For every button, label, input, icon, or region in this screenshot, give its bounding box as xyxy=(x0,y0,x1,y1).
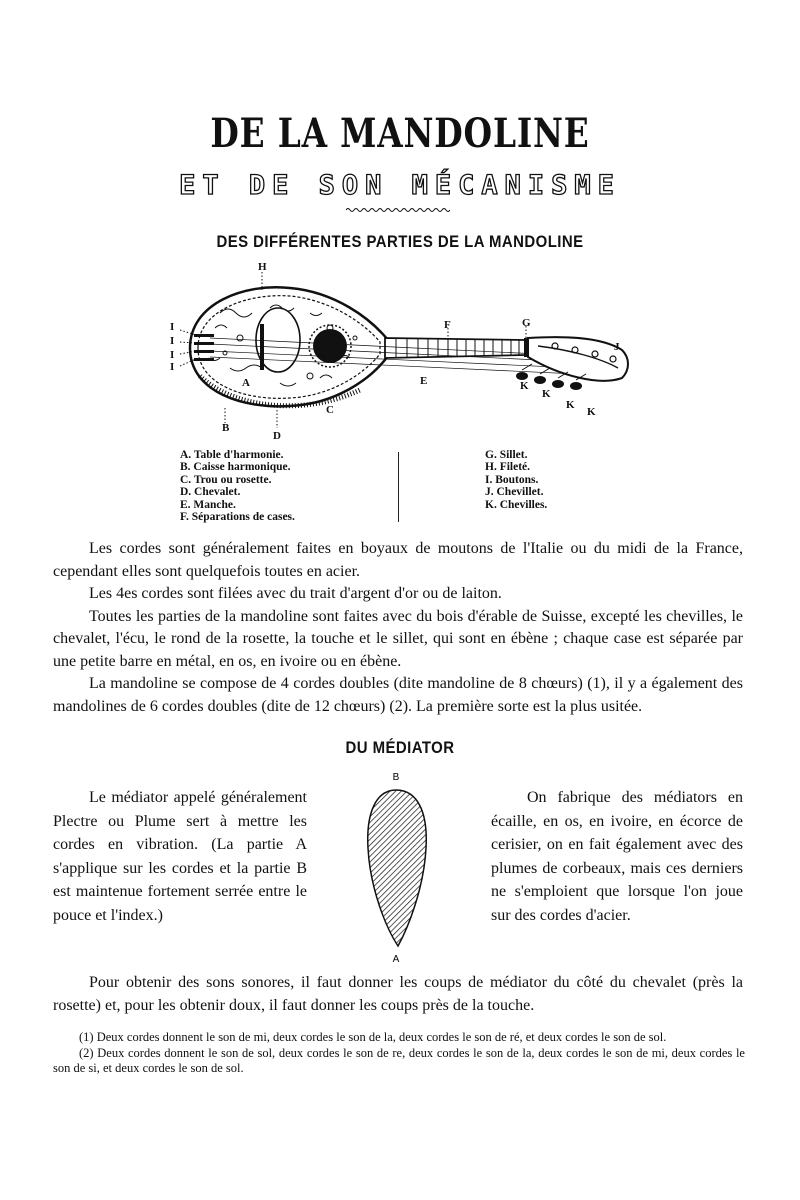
page-title: DE LA MANDOLINE xyxy=(210,110,590,157)
legend-item: H. Fileté. xyxy=(485,461,531,474)
diagram-label-i: I xyxy=(170,321,175,333)
paragraph: On fabrique des médiators en écaille, en os, en ivoire, en écorce de cerisier, on en fait également avec des plumes de corbeaux, mais ces derniers ne s'emploient que lorsque l'on joue sur des cordes d'acier. xyxy=(491,789,743,924)
paragraph: Les cordes sont généralement faites en boyaux de moutons de l'Italie ou du midi de la France, cependant elles sont quelquefois toutes en acier. xyxy=(53,540,743,580)
diagram-label-c: C xyxy=(326,404,334,416)
diagram-label-i: I xyxy=(170,335,175,347)
legend-divider xyxy=(398,452,399,522)
ornament-divider xyxy=(346,207,450,213)
legend-item: G. Sillet. xyxy=(485,449,528,461)
diagram-label-i: I xyxy=(170,349,175,361)
mediator-right-column xyxy=(491,786,743,927)
mediator-left-column xyxy=(53,786,307,927)
footnote-2: (2) Deux cordes donnent le son de sol, deux cordes le son de re, deux cordes le son de la, deux cordes le son de mi, deux cordes le son de si, et deux cordes le son de sol. xyxy=(53,1045,745,1075)
paragraph: Les 4es cordes sont filées avec du trait d'argent d'or ou de laiton. xyxy=(89,585,502,602)
legend-item: B. Caisse harmonique. xyxy=(180,461,291,474)
legend-item: C. Trou ou rosette. xyxy=(180,473,272,486)
legend-item: E. Manche. xyxy=(180,498,236,511)
legend-item: J. Chevillet. xyxy=(485,486,544,499)
diagram-label-i: I xyxy=(170,361,175,373)
paragraph: La mandoline se compose de 4 cordes doubles (dite mandoline de 8 chœurs) (1), il y a également des mandolines de 6 cordes doubles (dite de 12 chœurs) (2). La première sorte est la plus usitée. xyxy=(53,675,743,715)
diagram-label-d: D xyxy=(273,430,281,442)
page-subtitle: ET DE SON MÉCANISME xyxy=(179,170,621,201)
diagram-label-k: K xyxy=(542,388,551,400)
legend-item: A. Table d'harmonie. xyxy=(180,449,284,461)
diagram-label-f: F xyxy=(444,319,451,331)
diagram-label-h: H xyxy=(258,261,267,273)
paragraph: Le médiator appelé généralement Plectre ou Plume sert à mettre les cordes en vibration. (La partie A s'applique sur les cordes et la partie B est maintenue fortement serrée entre le pouce et l'index.) xyxy=(53,789,307,924)
diagram-label-e: E xyxy=(420,375,428,387)
legend-right xyxy=(485,449,547,511)
diagram-label-k: K xyxy=(587,406,596,418)
paragraph: Toutes les parties de la mandoline sont faites avec du bois d'érable de Suisse, excepté les chevilles, le chevalet, l'écu, le rond de la rosette, la touche et le sillet, qui sont en ébène ; chaque case est séparée par une petite barre en métal, en os, en ivoire ou en ébène. xyxy=(53,607,743,670)
diagram-label-b: B xyxy=(222,422,230,434)
diagram-label-k: K xyxy=(520,380,529,392)
diagram-label-g: G xyxy=(522,317,531,329)
section-heading-mediator: DU MÉDIATOR xyxy=(345,738,455,757)
final-paragraph-block xyxy=(53,972,743,1017)
legend-left xyxy=(180,449,295,523)
diagram-label-a: A xyxy=(242,377,250,389)
footnote-1: (1) Deux cordes donnent le son de mi, deux cordes le son de la, deux cordes le son de ré, et deux cordes le son de sol. xyxy=(79,1030,667,1044)
plectrum-illustration xyxy=(356,768,436,968)
plectrum-label-b: B xyxy=(392,772,400,783)
diagram-label-j: J xyxy=(614,341,620,353)
body-text xyxy=(53,538,743,718)
legend-item: F. Séparations de cases. xyxy=(180,511,295,524)
legend-item: D. Chevalet. xyxy=(180,486,241,499)
mandolin-diagram xyxy=(160,258,640,448)
footnotes xyxy=(53,1030,745,1077)
diagram-label-k: K xyxy=(566,399,575,411)
plectrum-label-a: A xyxy=(392,954,400,965)
legend-item: I. Boutons. xyxy=(485,473,539,486)
paragraph: Pour obtenir des sons sonores, il faut donner les coups de médiator du côté du chevalet (près la rosette) et, pour les obtenir doux, il faut donner les coups près de la touche. xyxy=(53,974,743,1014)
section-heading-parts: DES DIFFÉRENTES PARTIES DE LA MANDOLINE xyxy=(216,232,584,251)
legend-item: K. Chevilles. xyxy=(485,498,548,511)
